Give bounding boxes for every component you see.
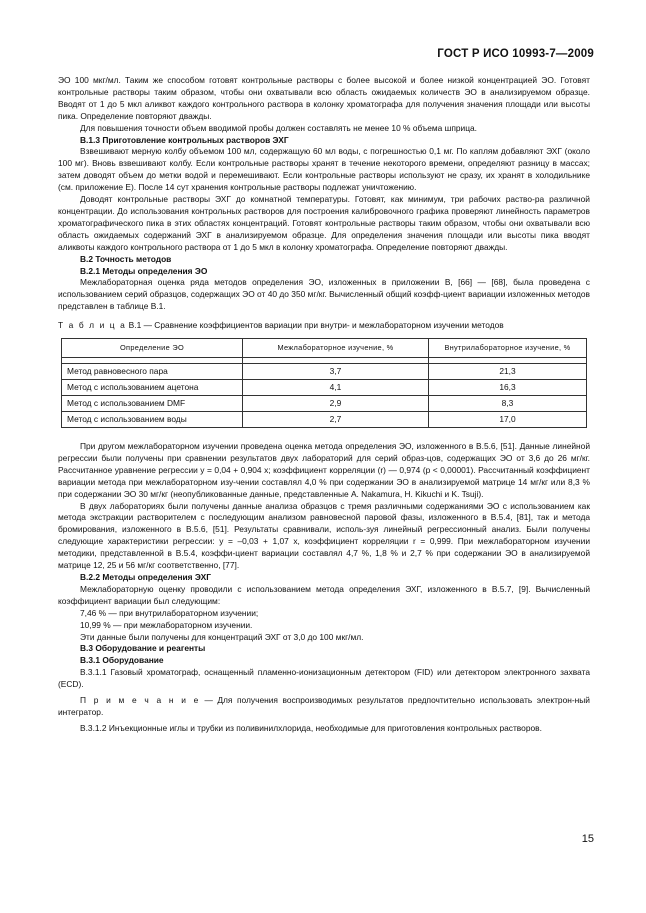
- table-cell-method: Метод с использованием DMF: [62, 396, 243, 412]
- table-caption-label: Т а б л и ц а: [58, 320, 127, 331]
- table-cell-intralab: 17,0: [429, 412, 587, 428]
- list-item: 7,46 % — при внутрилабораторном изучении;: [80, 607, 259, 618]
- paragraph: Межлабораторную оценку проводили с использованием метода определения ЭХГ, изложенного в В.5.7, [9]. Вычисленный коэффициент вариации был следующим:: [58, 583, 590, 606]
- table-cell-interlab: 2,7: [243, 412, 429, 428]
- table-caption: [58, 320, 590, 332]
- table-row: [62, 380, 587, 396]
- column-header-interlab: Межлабораторное изучение, %: [243, 339, 429, 358]
- table-cell-interlab: 2,9: [243, 396, 429, 412]
- document-body: [58, 75, 590, 735]
- column-header-method: Определение ЭО: [62, 339, 243, 358]
- table-cell-method: Метод с использованием воды: [62, 412, 243, 428]
- table-cell-interlab: 4,1: [243, 380, 429, 396]
- paragraph: Взвешивают мерную колбу объемом 100 мл, содержащую 60 мл воды, с погрешностью 0,1 мг. По каплям добавляют ЭХГ (около 100 мг). Вновь взвешивают колбу. Если контрольные растворы хранят в течение некоторого времени, определяют разницу в массах; затем доводят объем до метки водой и перемешивают. Если контрольные растворы используют не сразу, их хранят в холодильнике (см. приложение Е). После 14 сут хранения контрольные растворы подлежат уничтожению.: [58, 146, 590, 193]
- table-row: [62, 364, 587, 380]
- paragraph: Эти данные были получены для концентраций ЭХГ от 3,0 до 100 мкг/мл.: [80, 631, 364, 642]
- paragraph: ЭО 100 мкг/мл. Таким же способом готовят контрольные растворы с более высокой и более низкой концентрацией ЭО. Готовят контрольные растворы таким образом, чтобы они охватывали всю область ожидаемых количеств ЭО в анализируемом образце. Вводят от 1 до 5 мкл аликвот каждого контрольного раствора в колонку хроматографа для получения значения площади или высоты пика. Определение повторяют дважды.: [58, 75, 590, 121]
- document-header: ГОСТ Р ИСО 10993-7—2009: [437, 48, 594, 60]
- paragraph: В.3.1.1 Газовый хроматограф, оснащенный пламенно-ионизационным детектором (FID) или детектором электронного захвата (ECD).: [58, 667, 590, 690]
- table-cell-intralab: 21,3: [429, 364, 587, 380]
- table-cell-method: Метод равновесного пара: [62, 364, 243, 380]
- note-text: — Для получения воспроизводимых результатов предпочтительно использовать электрон-ный интегратор.: [58, 695, 590, 717]
- table-header-row: [62, 339, 587, 358]
- paragraph: Доводят контрольные растворы ЭХГ до комнатной температуры. Готовят, как минимум, три рабочих раство-ра различной концентрации. До использования контрольных растворов для построения калибровочного графика проверяют линейность параметров хроматографического пика в этих областях концентраций. Готовят контрольные растворы таким образом, чтобы они охватывали всю область ожидаемых содержаний ЭХГ в анализируемом образце. Для определения значения площади или высоты пика вводят аликвоты каждого контрольного раствора от 1 до 5 мкл в колонку хроматографа. Определение повторяют дважды.: [58, 194, 590, 252]
- page-number: 15: [581, 833, 594, 845]
- section-heading: В.2 Точность методов: [80, 253, 172, 264]
- section-heading: В.3.1 Оборудование: [80, 655, 164, 666]
- note-label: П р и м е ч а н и е: [80, 695, 200, 706]
- section-heading: В.2.2 Методы определения ЭХГ: [80, 572, 211, 582]
- paragraph: При другом межлабораторном изучении проведена оценка метода определения ЭО, изложенного в В.5.6, [51]. Данные линейной регрессии были получены при сравнении результатов двух лабораторий для серий образ-цов, содержащих ЭО от 3,6 до 26 мг/кг. Рассчитанное уравнение регрессии y = 0,04 + 0,904 x; коэффициент корреляции (r) — 0,974 (p < 0,00001). Рассчитанный коэффициент вариации метода при межлабораторном изу-чении составлял 4,0 % при содержании ЭО в анализируемой матрице 14 мг/кг или 8,3 % при содержании ЭО 30 мг/кг (неопубликованные данные, представленные A. Nakamura, H. Kikuchi и K. Tsuji).: [58, 441, 590, 499]
- comparison-table: [61, 338, 587, 428]
- paragraph: В.3.1.2 Инъекционные иглы и трубки из поливинилхлорида, необходимые для приготовления контрольных растворов.: [80, 722, 542, 733]
- section-heading: В.3 Оборудование и реагенты: [80, 643, 206, 654]
- note: [58, 695, 590, 719]
- table-row: [62, 412, 587, 428]
- section-heading: В.2.1 Методы определения ЭО: [80, 265, 208, 276]
- paragraph: Межлабораторная оценка ряда методов определения ЭО, изложенных в приложении В, [66] — [68], была проведена с использованием серий образцов, содержащих ЭО от 40 до 350 мг/кг. Вычисленный общий коэфф-циент вариации изложенных методов представлен в таблице В.1.: [58, 277, 590, 312]
- table-row: [62, 396, 587, 412]
- paragraph: В двух лабораториях были получены данные анализа образцов с тремя различными содержаниями ЭО с использованием как метода экстракции растворителем с последующим анализом равновесной паровой фазы, изложенного в В.5.4, [81], так и метода бромирования, изложенного в В.5.6, [51]. Результаты сравнивали, исполь-зуя линейный регрессионный анализ. Были получены следующие характеристики регрессии: y = –0,03 + 1,07 x, коэффициент корреляции r = 0,999. При межлабораторном изучении методики, представленной в В.5.4, коэффи-циент вариации составлял 4,7 %, 1,8 % и 2,7 % при содержании ЭО в анализируемой матрице 12, 25 и 56 мг/кг соответственно, [77].: [58, 500, 590, 571]
- table-cell-method: Метод с использованием ацетона: [62, 380, 243, 396]
- table-cell-interlab: 3,7: [243, 364, 429, 380]
- table-caption-text: В.1 — Сравнение коэффициентов вариации при внутри- и межлабораторном изучении методов: [126, 320, 504, 331]
- table-cell-intralab: 16,3: [429, 380, 587, 396]
- paragraph: Для повышения точности объем вводимой пробы должен составлять не менее 10 % объема шприца.: [80, 122, 478, 133]
- column-header-intralab: Внутрилабораторное изучение, %: [429, 339, 587, 358]
- list-item: 10,99 % — при межлабораторном изучении.: [80, 619, 253, 630]
- section-heading: В.1.3 Приготовление контрольных растворов ЭХГ: [80, 134, 289, 145]
- table-cell-intralab: 8,3: [429, 396, 587, 412]
